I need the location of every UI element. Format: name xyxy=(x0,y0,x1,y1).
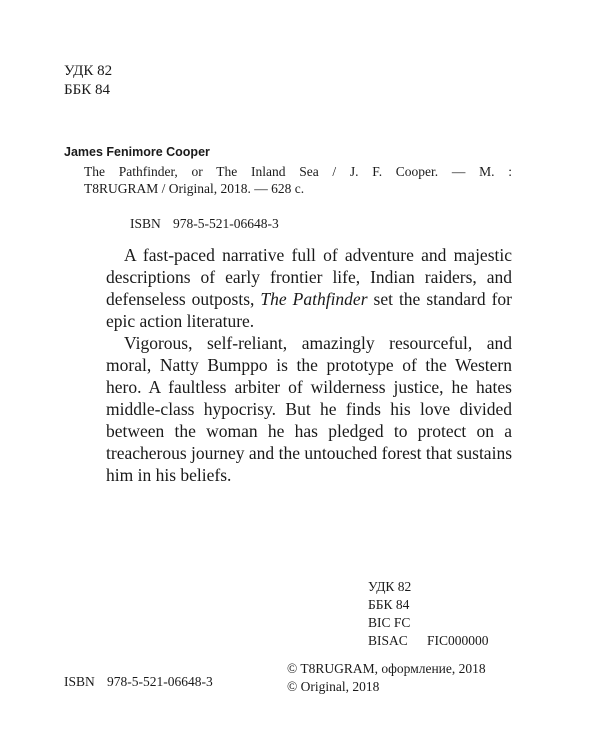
bibliographic-record xyxy=(84,163,512,197)
isbn-top xyxy=(130,215,279,232)
annotation-p1-before-title: A fast-paced narrative full of adventure and majestic descriptions of early frontier life, Indian raiders, and defenseless outposts, xyxy=(106,245,512,309)
book-title: The Pathfinder xyxy=(260,289,368,309)
author-name: James Fenimore Cooper xyxy=(64,145,210,159)
isbn-label: ISBN xyxy=(130,216,161,231)
udk-code: УДК 82 xyxy=(368,579,412,594)
copyright-notice xyxy=(287,660,486,696)
copyright-line-1: © T8RUGRAM, оформление, 2018 xyxy=(287,661,486,676)
classification-top xyxy=(64,62,112,100)
bbk-code: ББК 84 xyxy=(64,82,110,98)
bisac-label: BISAC xyxy=(368,633,408,648)
copyright-line-2: © Original, 2018 xyxy=(287,679,380,694)
bisac-code xyxy=(368,632,489,650)
bbk-code: ББК 84 xyxy=(368,597,410,612)
isbn-number: 978-5-521-06648-3 xyxy=(173,216,279,231)
bic-code: BIC FC xyxy=(368,615,411,630)
annotation-paragraph-1 xyxy=(106,244,512,332)
classification-codes xyxy=(368,578,489,650)
bisac-value: FIC000000 xyxy=(427,633,489,648)
isbn-bottom xyxy=(64,673,213,690)
isbn-number: 978-5-521-06648-3 xyxy=(107,674,213,689)
bibliographic-line-2: T8RUGRAM / Original, 2018. — 628 с. xyxy=(84,181,305,196)
udk-code: УДК 82 xyxy=(64,63,113,79)
annotation xyxy=(106,244,512,486)
annotation-paragraph-2: Vigorous, self-reliant, amazingly resourceful, and moral, Natty Bumppo is the prototype of the Western hero. A faultless arbiter of wilderness justice, he hates middle-class hypocrisy. But he finds his love divided between the woman he has pledged to protect on a treacherous journey and the untouched forest that sustains him in his beliefs. xyxy=(106,333,512,485)
bibliographic-line-1: The Pathfinder, or The Inland Sea / J. F. Cooper. — M. : xyxy=(84,164,512,179)
annotation-p1-after-title: set the standard for epic action literature. xyxy=(106,289,512,331)
isbn-label: ISBN xyxy=(64,674,95,689)
